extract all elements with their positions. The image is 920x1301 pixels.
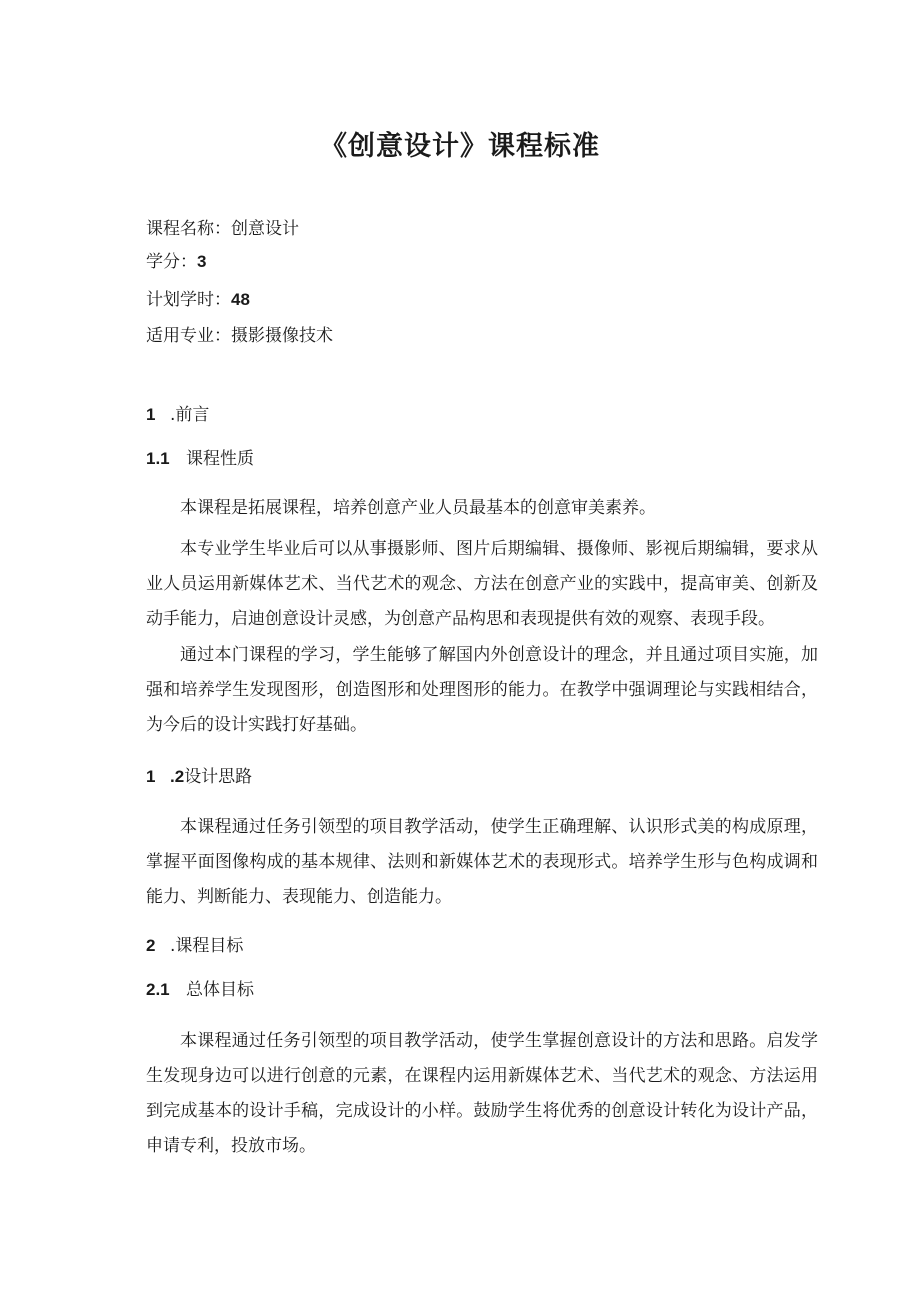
credits-label: 学分：	[146, 252, 197, 272]
course-name-value: 创意设计	[231, 219, 299, 239]
section-2-1-heading	[146, 975, 254, 1000]
section-2-1-title: 总体目标	[186, 980, 254, 1000]
hours-value: 48	[231, 290, 250, 309]
section-1-title: .前言	[170, 405, 210, 425]
paragraph: 本课程通过任务引领型的项目教学活动，使学生掌握创意设计的方法和思路。启发学生发现身边可以进行创意的元素，在课程内运用新媒体艺术、当代艺术的观念、方法运用到完成基本的设计手稿，完成设计的小样。鼓励学生将优秀的创意设计转化为设计产品，申请专利，投放市场。	[146, 1031, 818, 1156]
section-1-1-heading	[146, 444, 254, 469]
section-1-2-number: 1	[146, 767, 156, 786]
paragraph: 本课程是拓展课程，培养创意产业人员最基本的创意审美素养。	[180, 498, 656, 518]
section-1-number: 1	[146, 405, 156, 424]
major-value: 摄影摄像技术	[231, 326, 333, 346]
credits-line	[146, 247, 206, 272]
major-line	[146, 321, 333, 346]
paragraph: 本专业学生毕业后可以从事摄影师、图片后期编辑、摄像师、影视后期编辑，要求从业人员运用新媒体艺术、当代艺术的观念、方法在创意产业的实践中，提高审美、创新及动手能力，启迪创意设计灵感，为创意产品构思和表现提供有效的观察、表现手段。	[146, 539, 818, 629]
section-2-1-number: 2.1	[146, 980, 170, 999]
major-label: 适用专业：	[146, 326, 231, 346]
section-2-title: .课程目标	[170, 936, 244, 956]
hours-line	[146, 285, 250, 310]
section-1-2-subnumber: .2	[170, 767, 185, 786]
section-2-heading	[146, 931, 243, 956]
credits-value: 3	[197, 252, 207, 271]
section-1-1-title: 课程性质	[186, 449, 254, 469]
section-2-number: 2	[146, 936, 156, 955]
paragraph: 通过本门课程的学习，学生能够了解国内外创意设计的理念，并且通过项目实施，加强和培养学生发现图形，创造图形和处理图形的能力。在教学中强调理论与实践相结合，为今后的设计实践打好基础。	[146, 645, 818, 735]
section-1-heading	[146, 400, 209, 425]
hours-label: 计划学时：	[146, 290, 231, 310]
section-1-2-title: 设计思路	[184, 767, 253, 787]
page-title: 《创意设计》课程标准	[320, 131, 600, 162]
paragraph: 本课程通过任务引领型的项目教学活动，使学生正确理解、认识形式美的构成原理，掌握平面图像构成的基本规律、法则和新媒体艺术的表现形式。培养学生形与色构成调和能力、判断能力、表现能力、创造能力。	[146, 817, 818, 907]
course-name-label: 课程名称：	[146, 219, 231, 239]
section-1-2-heading	[146, 762, 252, 787]
course-name-line	[146, 214, 299, 239]
section-1-1-number: 1.1	[146, 449, 170, 468]
